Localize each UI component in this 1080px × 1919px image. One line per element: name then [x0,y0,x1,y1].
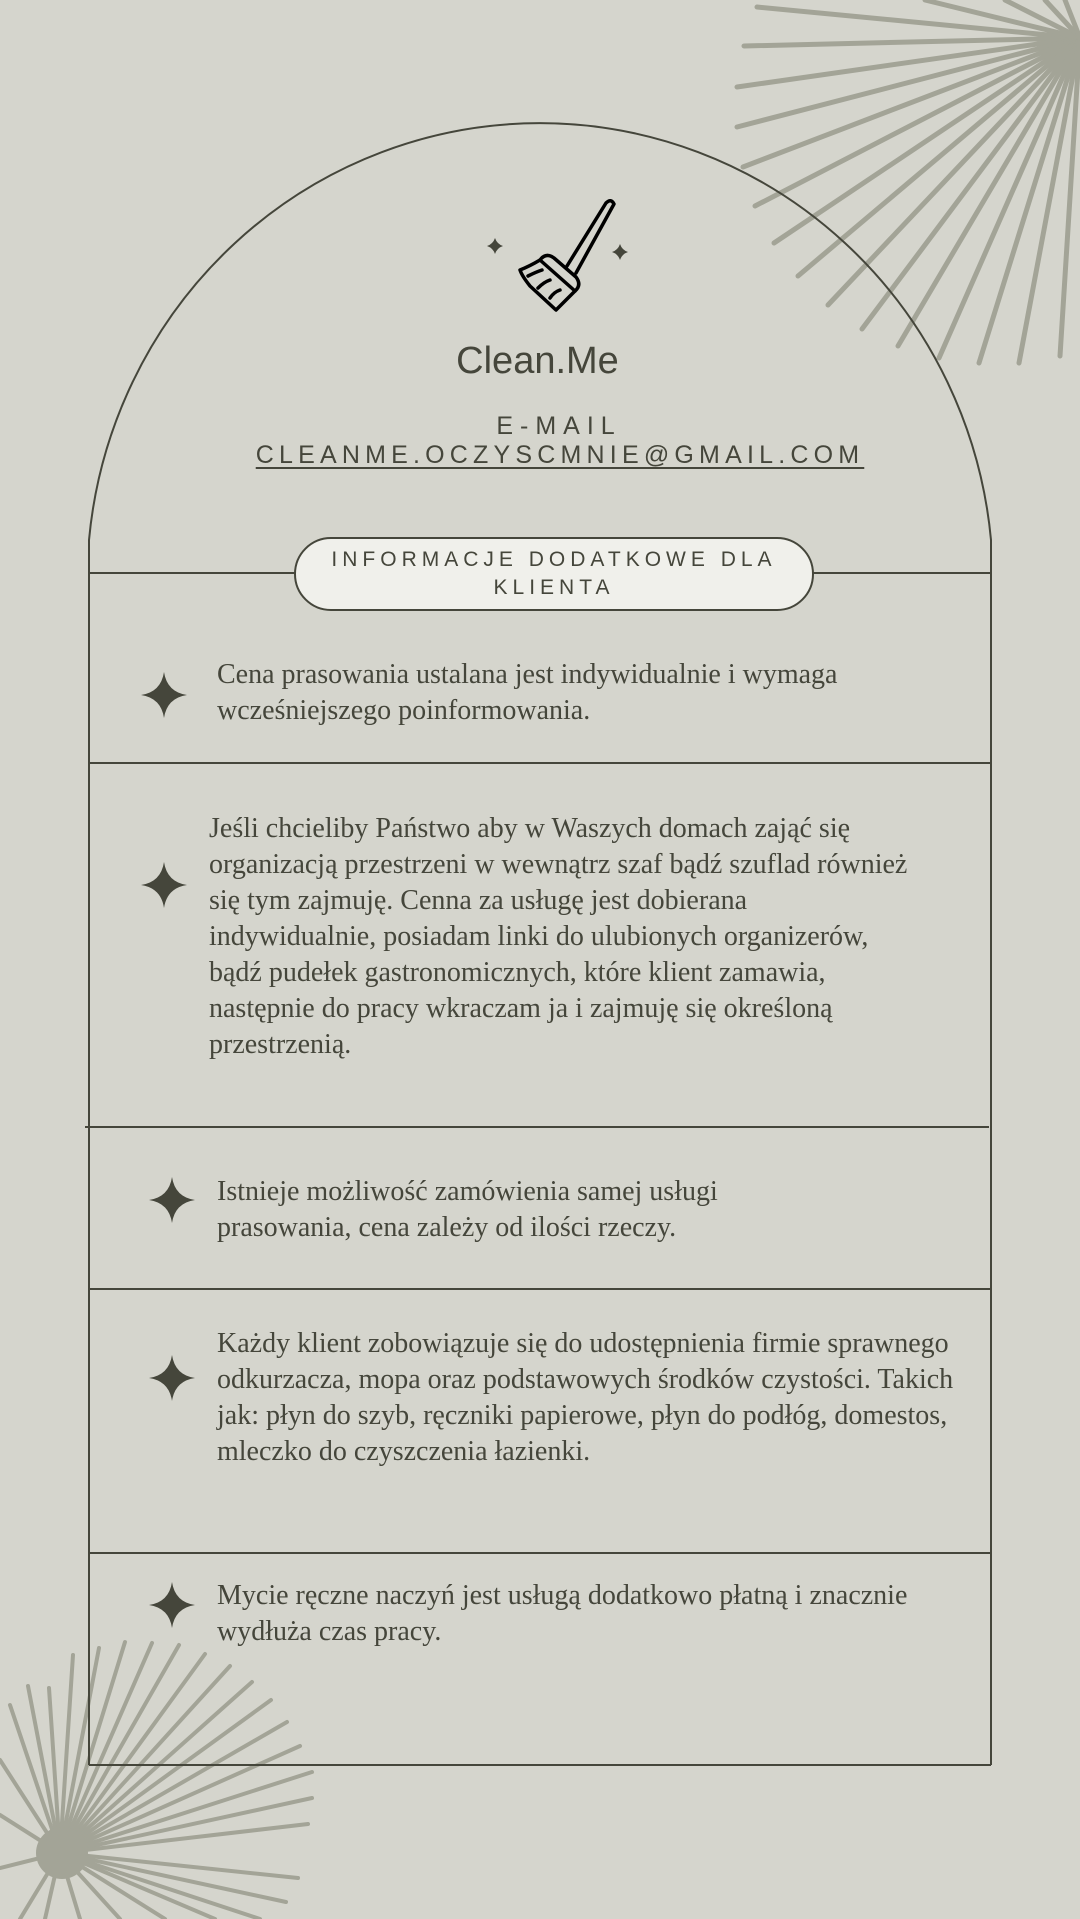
info-item-2: Jeśli chcieliby Państwo aby w Waszych domach zająć się organizacją przestrzeni w wewnątrz szaf bądź szuflad również się tym zajmuję. Cenna za usługę jest dobierana indywidualnie, posiadam linki do ulubionych organizerów, bądź pudełek gastronomicznych, które klient zamawia, następnie do pracy wkraczam ja i zajmuję się określoną przestrzenią. [209,813,908,1060]
email-link[interactable]: CLEANME.OCZYSCMNIE@GMAIL.COM [255,441,865,469]
sparkle-icon [149,1355,195,1401]
broom-icon [480,190,640,320]
sparkle-icon [487,238,628,260]
email-label: E-MAIL [496,412,622,440]
sparkle-icon [141,862,187,908]
section-title-pill: INFORMACJE DODATKOWE DLA KLIENTA [294,537,814,611]
sparkle-icon [149,1177,195,1223]
sparkle-icon [141,672,187,718]
sparkle-icon [149,1582,195,1628]
sunburst-top-right-icon [737,0,1080,363]
info-item-5: Mycie ręczne naczyń jest usługą dodatkowo płatną i znacznie wydłuża czas pracy. [217,1580,908,1647]
brand-name: Clean.Me [456,340,619,382]
sunburst-bottom-left-icon [0,1642,312,1919]
info-item-4: Każdy klient zobowiązuje się do udostępnienia firmie sprawnego odkurzacza, mopa oraz podstawowych środków czystości. Takich jak: płyn do szyb, ręczniki papierowe, płyn do podłóg, domestos, mleczko do czyszczenia łazienki. [217,1328,954,1467]
info-item-1: Cena prasowania ustalana jest indywidualnie i wymaga wcześniejszego poinformowania. [217,659,838,726]
info-item-3: Istnieje możliwość zamówienia samej usługi prasowania, cena zależy od ilości rzeczy. [217,1176,718,1243]
